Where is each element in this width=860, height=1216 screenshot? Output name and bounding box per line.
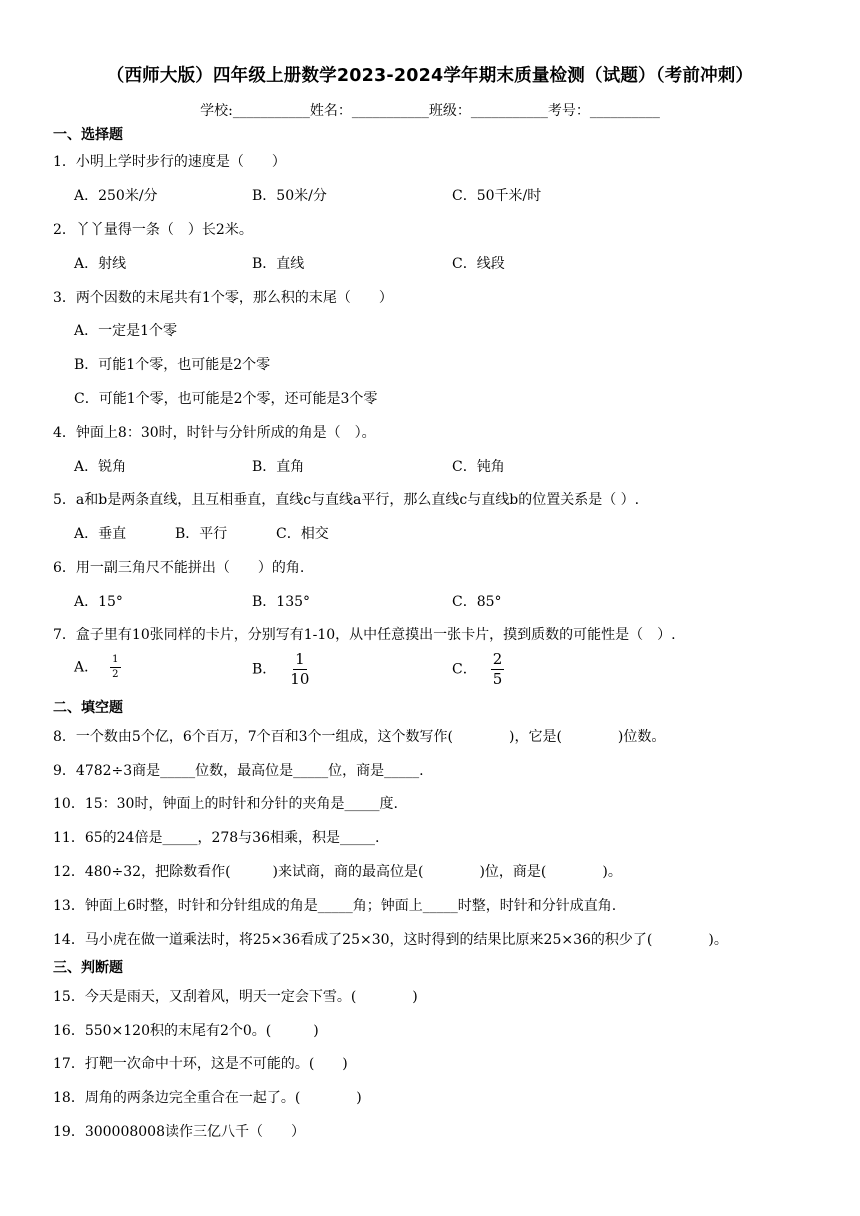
question-2-option-c: C．线段 [452,256,505,272]
question-2-option-a: A．射线 [74,256,127,272]
question-5: 5．a和b是两条直线，且互相垂直，直线c与直线a平行，那么直线c与直线b的位置关系是（ ）. [53,492,640,508]
question-7-option-c [452,652,504,687]
question-3-option-a: A．一定是1个零 [74,323,178,339]
question-2-option-b: B．直线 [252,256,305,272]
question-4: 4．钟面上8：30时，时针与分针所成的角是（ ）。 [53,425,376,441]
question-17: 17．打靶一次命中十环，这是不可能的。( ) [53,1056,348,1072]
question-5-option-a: A．垂直 [74,526,127,542]
option-label: C． [452,661,477,678]
question-4-option-c: C．钝角 [452,459,505,475]
question-11: 11．65的24倍是_____，278与36相乘，积是_____. [53,830,380,846]
question-1-option-a: A．250米/分 [74,188,158,204]
question-3-option-b: B．可能1个零，也可能是2个零 [74,357,271,373]
question-3-option-c: C．可能1个零，也可能是2个零，还可能是3个零 [74,391,378,407]
section-heading-choice: 一、选择题 [53,127,123,143]
option-label: A． [74,659,99,676]
question-13: 13．钟面上6时整，时针和分针组成的角是_____角；钟面上_____时整，时针和分针成直角. [53,898,617,914]
question-7: 7．盒子里有10张同样的卡片，分别写有1-10，从中任意摸出一张卡片，摸到质数的可能性是（ ）. [53,627,676,643]
question-10: 10．15：30时，钟面上的时针和分针的夹角是_____度. [53,796,398,812]
question-18: 18．周角的两条边完全重合在一起了。( ) [53,1090,362,1106]
question-5-option-c: C．相交 [276,526,329,542]
question-16: 16．550×120积的末尾有2个0。( ) [53,1023,319,1039]
question-6: 6．用一副三角尺不能拼出（ ）的角. [53,560,305,576]
question-9: 9．4782÷3商是_____位数，最高位是_____位，商是_____. [53,763,424,779]
question-8: 8．一个数由5个亿，6个百万，7个百和3个一组成，这个数写作( )，它是( )位数。 [53,729,666,745]
option-label: B． [252,661,277,678]
question-1-option-c: C．50千米/时 [452,188,542,204]
question-15: 15．今天是雨天，又刮着风，明天一定会下雪。( ) [53,989,418,1005]
question-5-option-b: B．平行 [175,526,228,542]
fraction-one-half: $\frac{1}{2}$ [112,654,119,680]
student-info-line: 学校:___________姓名：___________班级：___________考号：__________ [200,103,660,119]
section-heading-true-false: 三、判断题 [53,960,123,976]
fraction-one-tenth: $\frac{1}{10}$ [290,650,310,688]
section-heading-fill-blank: 二、填空题 [53,700,123,716]
question-14: 14．马小虎在做一道乘法时，将25×36看成了25×30，这时得到的结果比原来25×36的积少了( )。 [53,932,728,948]
fraction-two-fifths: $\frac{2}{5}$ [492,650,503,688]
question-2: 2．丫丫量得一条（ ）长2米。 [53,222,253,238]
question-1: 1．小明上学时步行的速度是（ ） [53,154,286,170]
question-6-option-b: B．135° [252,594,311,610]
question-3: 3．两个因数的末尾共有1个零，那么积的末尾（ ） [53,290,393,306]
question-4-option-a: A．锐角 [74,459,127,475]
question-12: 12．480÷32，把除数看作( )来试商，商的最高位是( )位，商是( )。 [53,864,622,880]
question-6-option-c: C．85° [452,594,502,610]
question-4-option-b: B．直角 [252,459,305,475]
question-19: 19．300008008读作三亿八千（ ） [53,1124,305,1140]
question-6-option-a: A．15° [74,594,123,610]
question-1-option-b: B．50米/分 [252,188,327,204]
question-7-option-a [74,655,121,680]
exam-title: （西师大版）四年级上册数学2023-2024学年期末质量检测（试题）（考前冲刺） [106,66,754,86]
question-7-option-b [252,652,309,687]
